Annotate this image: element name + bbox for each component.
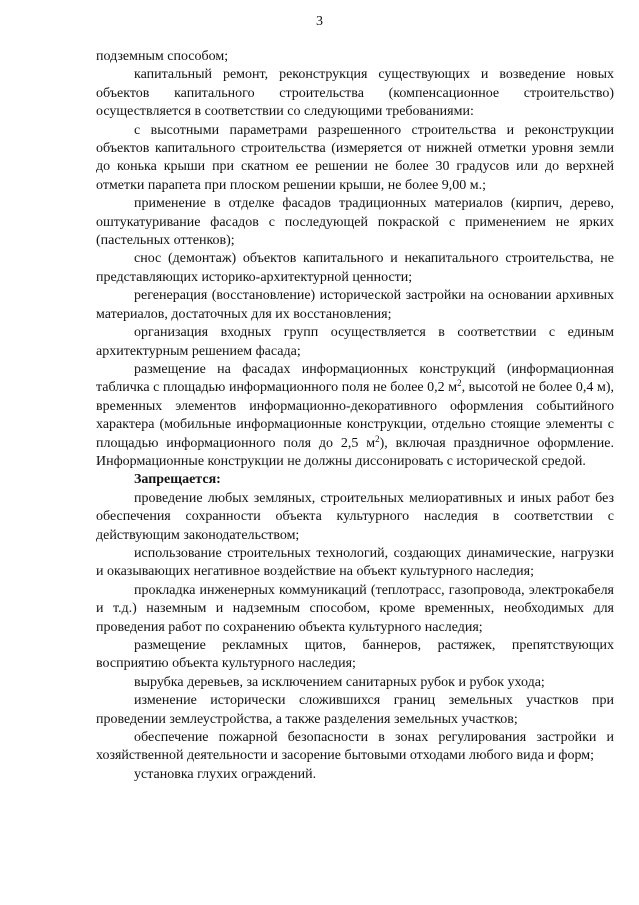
paragraph-underground-method: подземным способом; [96, 49, 229, 64]
paragraph-fire-safety: обеспечение пожарной безопасности в зонах регулирования застройки и хозяйственной деятельности и засорение бытовыми отходами любого вида и форм; [96, 730, 614, 764]
paragraph-height-parameters: с высотными параметрами разрешенного строительства и реконструкции объектов капитального строительства (измеряется от нижней отметки уровня земли до конька крыши при скатном ее решении не более 30 градусов или до верхней отметки парапета при плоском решении крыши, не более 9,00 м.; [96, 122, 614, 193]
paragraph-blind-fences: установка глухих ограждений. [134, 766, 317, 782]
paragraph-construction-technologies: использование строительных технологий, создающих динамические, нагрузки и оказывающих негативное воздействие на объект культурного наследия; [96, 545, 614, 580]
superscript-square-2: 2 [375, 433, 380, 444]
paragraph-capital-repair: капитальный ремонт, реконструкция существующих и возведение новых объектов капитального строительства (компенсационное строительство) осуществляется в соответствии со следующими требованиями: [96, 67, 614, 120]
paragraph-regeneration: регенерация (восстановление) исторической застройки на основании архивных материалов, достаточных для их восстановления; [96, 288, 614, 322]
paragraph-earthworks: проведение любых земляных, строительных мелиоративных и иных работ без обеспечения сохранности объекта культурного наследия в соответствии с действующим законодательством; [96, 490, 614, 543]
paragraph-demolition: снос (демонтаж) объектов капитального и некапитального строительства, не представляющих историко-архитектурной ценности; [96, 251, 614, 285]
info-text-part-1: размещение на фасадах информационных конструкций (информационная табличка с площадью информационного поля не более 0,2 м [96, 361, 614, 396]
paragraph-entrance-groups: организация входных групп осуществляется в соответствии с единым архитектурным решением фасада; [96, 325, 614, 359]
superscript-square-1: 2 [457, 378, 462, 389]
paragraph-utility-lines: прокладка инженерных коммуникаций (теплотрасс, газопровода, электрокабеля и т.д.) наземным и надземным способом, кроме временных, необходимых для проведения работ по сохранению объекта культурного наследия; [96, 582, 614, 635]
paragraph-facade-materials: применение в отделке фасадов традиционных материалов (кирпич, дерево, оштукатуривание фасадов с последующей покраской с применением не ярких (пастельных оттенков); [96, 196, 614, 249]
paragraph-land-boundaries: изменение исторически сложившихся границ земельных участков при проведении землеустройства, а также разделения земельных участков; [96, 693, 614, 727]
paragraph-tree-felling: вырубка деревьев, за исключением санитарных рубок и рубок ухода; [134, 674, 545, 690]
paragraph-information-structures [96, 361, 614, 471]
prohibited-heading: Запрещается: [134, 472, 221, 488]
page-number: 3 [316, 14, 323, 29]
info-text-part-3: ), включая праздничное оформление. Информационные конструкции не должны диссонировать с исторической средой. [96, 435, 614, 469]
info-text-part-2: , высотой не более 0,4 м), временных элементов информационно-декоративного оформления событийного характера (мобильные информационные конструкции, отдельно стоящие элементы с площадью информационного поля до 2,5 м [96, 380, 614, 451]
document-body [96, 48, 614, 784]
paragraph-advertising-boards: размещение рекламных щитов, баннеров, растяжек, препятствующих восприятию объекта культурного наследия; [96, 638, 614, 672]
